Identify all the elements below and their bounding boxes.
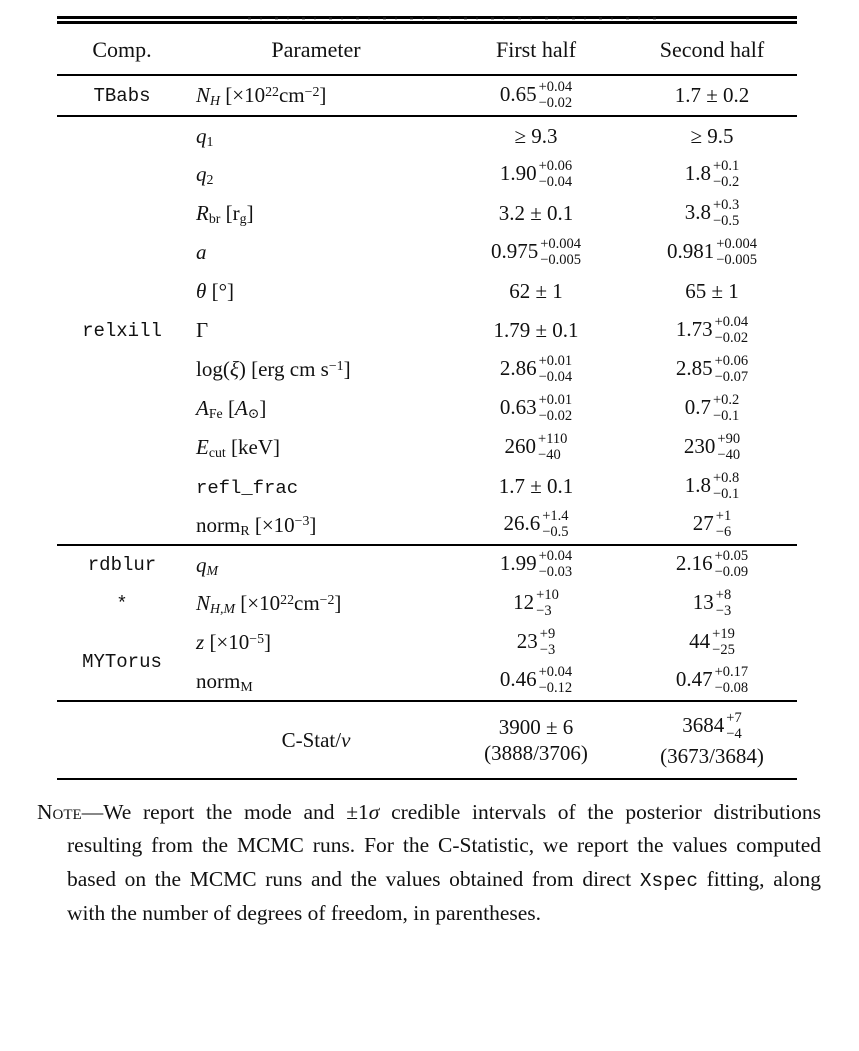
table-row-q1 bbox=[57, 116, 797, 155]
value-line bbox=[445, 237, 627, 269]
text-segment: 65 ± 1 bbox=[685, 279, 739, 304]
text-segment: 0.975 bbox=[490, 238, 539, 263]
text-segment: 2.86 bbox=[499, 355, 537, 380]
value-line bbox=[445, 393, 627, 425]
param-cell-reflfrac bbox=[187, 467, 445, 506]
comp-cell-cstat bbox=[57, 701, 187, 779]
text-segment: 3.2 ± 0.1 bbox=[498, 201, 574, 226]
comp-cell-q1: relxill bbox=[82, 319, 162, 342]
text-segment: 0.7 bbox=[684, 394, 711, 419]
text-segment: [r bbox=[220, 201, 240, 225]
comp-cell-redshift: MYTorus bbox=[82, 650, 162, 673]
upper-error: +8 bbox=[715, 586, 732, 603]
error-bounds bbox=[715, 549, 749, 581]
value-cell-first-q1 bbox=[445, 116, 627, 155]
text-segment: credible intervals of the posterior distributions resulting from the MCMC runs. For the C-Statistic, we report the values computed based on the MCMC runs and the values obtained from direct bbox=[67, 800, 821, 891]
text-segment: [keV] bbox=[225, 435, 280, 459]
text-segment: 0.981 bbox=[666, 238, 715, 263]
upper-error: +0.8 bbox=[712, 469, 740, 486]
lower-error: −0.1 bbox=[712, 485, 740, 502]
error-bounds bbox=[715, 315, 749, 347]
lower-error: −0.09 bbox=[714, 564, 749, 580]
text-segment: cm bbox=[294, 591, 320, 615]
param-cell-cstat bbox=[187, 701, 445, 779]
table-section-2 bbox=[57, 545, 797, 701]
text-segment: 2.16 bbox=[675, 550, 713, 575]
text-segment: 44 bbox=[689, 628, 711, 653]
value-line bbox=[627, 237, 797, 269]
text-segment: 1.8 bbox=[684, 472, 711, 497]
text-segment: q bbox=[196, 552, 207, 577]
param-cell-q2 bbox=[187, 155, 445, 194]
text-segment: log( bbox=[196, 357, 230, 381]
text-segment: 62 ± 1 bbox=[509, 279, 563, 304]
lower-error: −0.005 bbox=[540, 251, 582, 268]
text-segment: norm bbox=[196, 512, 241, 537]
upper-error: +0.05 bbox=[714, 548, 749, 565]
text-segment: 230 bbox=[683, 433, 716, 458]
table-row-nh bbox=[57, 75, 797, 116]
error-bounds bbox=[713, 159, 739, 191]
text-segment: br bbox=[208, 211, 221, 227]
error-bounds bbox=[540, 237, 581, 269]
lower-error: −40 bbox=[717, 446, 741, 463]
upper-error: +0.04 bbox=[714, 313, 749, 330]
param-cell-logxi bbox=[187, 350, 445, 389]
error-bounds bbox=[713, 198, 739, 230]
text-segment: refl_frac bbox=[196, 477, 299, 499]
upper-error: +0.06 bbox=[714, 352, 749, 369]
table-section-1 bbox=[57, 116, 797, 545]
text-segment: ] bbox=[343, 357, 351, 381]
upper-error: +1 bbox=[715, 508, 732, 525]
text-segment: ξ bbox=[229, 357, 239, 381]
lower-error: −0.5 bbox=[542, 524, 569, 540]
error-bounds bbox=[538, 432, 567, 464]
lower-error: −0.02 bbox=[538, 407, 573, 424]
upper-error: +0.3 bbox=[712, 196, 740, 213]
text-segment: 2 bbox=[206, 172, 214, 188]
value-cell-second-afe bbox=[627, 389, 797, 428]
value-cell-second-spin bbox=[627, 233, 797, 272]
value-line bbox=[445, 200, 627, 226]
value-cell-second-normm bbox=[627, 662, 797, 701]
table-note bbox=[37, 796, 821, 930]
text-segment: (3673/3684) bbox=[660, 743, 764, 768]
text-segment: −2 bbox=[304, 83, 320, 99]
value-line bbox=[445, 627, 627, 659]
text-segment: N bbox=[196, 591, 211, 615]
lower-error: −40 bbox=[538, 446, 561, 463]
comp-cell-qm: rdblur bbox=[87, 554, 157, 576]
text-segment: ≥ 9.5 bbox=[690, 123, 734, 148]
text-segment: ] bbox=[309, 512, 317, 537]
param-cell-q1 bbox=[187, 116, 445, 155]
text-segment: [°] bbox=[206, 279, 234, 303]
lower-error: −0.08 bbox=[714, 680, 749, 696]
value-cell-second-cstat bbox=[627, 701, 797, 779]
table-section-3 bbox=[57, 701, 797, 779]
text-segment: 2.85 bbox=[675, 355, 713, 380]
upper-error: +0.17 bbox=[714, 664, 749, 681]
text-segment: [ bbox=[222, 396, 235, 420]
upper-error: +90 bbox=[717, 430, 741, 447]
value-cell-first-q2 bbox=[445, 155, 627, 194]
column-header-second-half: Second half bbox=[659, 37, 765, 62]
lower-error: −0.12 bbox=[538, 680, 573, 696]
value-cell-first-qm bbox=[445, 545, 627, 584]
value-cell-first-gamma bbox=[445, 311, 627, 350]
value-line bbox=[445, 665, 627, 697]
upper-error: +0.2 bbox=[712, 391, 740, 408]
upper-error: +7 bbox=[726, 709, 742, 726]
lower-error: −0.03 bbox=[538, 564, 573, 580]
upper-error: +1.4 bbox=[542, 508, 569, 525]
value-cell-first-normr bbox=[445, 506, 627, 545]
value-line bbox=[627, 627, 797, 659]
table-row-cstat bbox=[57, 701, 797, 779]
text-segment: 0.65 bbox=[499, 81, 537, 106]
value-line bbox=[445, 354, 627, 386]
value-cell-first-logxi bbox=[445, 350, 627, 389]
lower-error: −4 bbox=[726, 725, 742, 742]
text-segment: [×10 bbox=[220, 83, 266, 107]
text-segment: 22 bbox=[280, 591, 294, 607]
value-cell-first-theta bbox=[445, 272, 627, 311]
value-line bbox=[445, 317, 627, 343]
text-segment: cut bbox=[208, 445, 226, 461]
value-cell-second-q2 bbox=[627, 155, 797, 194]
value-cell-first-reflfrac bbox=[445, 467, 627, 506]
param-cell-nh bbox=[187, 75, 445, 116]
text-segment: H bbox=[210, 93, 221, 109]
value-line bbox=[445, 740, 627, 766]
table-row-qm bbox=[57, 545, 797, 584]
text-segment: 1 bbox=[206, 133, 214, 149]
upper-error: +0.04 bbox=[538, 548, 573, 565]
lower-error: −0.1 bbox=[712, 407, 740, 424]
text-segment: 0.63 bbox=[499, 394, 537, 419]
lower-error: −3 bbox=[536, 602, 552, 619]
param-cell-rbr bbox=[187, 194, 445, 233]
upper-error: +0.004 bbox=[540, 235, 582, 252]
value-line bbox=[445, 588, 627, 620]
text-segment: ] bbox=[319, 83, 327, 107]
upper-error: +10 bbox=[536, 586, 559, 603]
text-segment: fitting, along with the number of degrees of freedom, in parentheses. bbox=[67, 866, 821, 925]
value-line bbox=[627, 315, 797, 347]
text-segment: ν bbox=[341, 727, 351, 752]
value-line bbox=[445, 123, 627, 149]
text-segment: a bbox=[196, 240, 207, 264]
text-segment: R bbox=[240, 522, 250, 538]
text-segment: ⊙ bbox=[247, 406, 260, 422]
text-segment: Note bbox=[37, 800, 82, 824]
upper-error: +9 bbox=[539, 625, 556, 642]
error-bounds bbox=[539, 80, 573, 112]
param-cell-normr bbox=[187, 506, 445, 545]
text-segment: A bbox=[196, 396, 209, 420]
value-cell-first-spin bbox=[445, 233, 627, 272]
error-bounds bbox=[717, 432, 740, 464]
text-segment: 0.47 bbox=[675, 666, 713, 691]
value-line bbox=[445, 509, 627, 541]
value-line bbox=[627, 711, 797, 743]
text-segment: 1.90 bbox=[499, 160, 537, 185]
upper-error: +0.01 bbox=[538, 352, 573, 369]
text-segment: 3900 ± 6 bbox=[498, 714, 574, 739]
value-cell-first-nhm bbox=[445, 584, 627, 623]
page bbox=[0, 16, 859, 1051]
text-segment: 23 bbox=[516, 628, 538, 653]
param-cell-spin bbox=[187, 233, 445, 272]
lower-error: −0.02 bbox=[714, 329, 749, 346]
text-segment: [×10 bbox=[249, 512, 295, 537]
upper-error: +0.04 bbox=[538, 664, 573, 681]
text-segment: 260 bbox=[504, 433, 537, 458]
column-header-parameter: Parameter bbox=[271, 37, 361, 62]
param-cell-ecut bbox=[187, 428, 445, 467]
text-segment: q bbox=[196, 162, 207, 186]
value-cell-second-theta bbox=[627, 272, 797, 311]
upper-error: +0.04 bbox=[538, 78, 573, 95]
header-row bbox=[57, 20, 797, 75]
lower-error: −3 bbox=[539, 641, 556, 658]
param-cell-qm bbox=[187, 545, 445, 584]
text-segment: q bbox=[196, 123, 207, 148]
lower-error: −0.02 bbox=[538, 94, 573, 111]
column-header-first-half: First half bbox=[495, 37, 577, 62]
value-cell-first-redshift bbox=[445, 623, 627, 662]
value-cell-second-redshift bbox=[627, 623, 797, 662]
text-segment: ] bbox=[334, 591, 342, 615]
text-segment: R bbox=[196, 201, 209, 225]
text-segment: —We report the mode and ±1 bbox=[81, 800, 369, 824]
text-segment: (3888/3706) bbox=[484, 741, 588, 765]
value-cell-second-nh bbox=[627, 75, 797, 116]
value-line bbox=[445, 549, 627, 581]
comp-cell-nhm: * bbox=[116, 592, 128, 615]
value-cell-first-normm bbox=[445, 662, 627, 701]
text-segment: A bbox=[234, 396, 248, 420]
text-segment: norm bbox=[196, 668, 241, 693]
value-cell-second-rbr bbox=[627, 194, 797, 233]
value-line bbox=[627, 471, 797, 503]
text-segment: N bbox=[196, 83, 211, 107]
text-segment: 27 bbox=[692, 510, 714, 535]
value-line bbox=[627, 665, 797, 697]
text-segment: 3.8 bbox=[684, 199, 711, 224]
text-segment: [×10 bbox=[204, 630, 250, 654]
error-bounds bbox=[539, 393, 573, 425]
text-segment: 26.6 bbox=[503, 510, 541, 535]
value-line bbox=[445, 80, 627, 112]
text-segment: Xspec bbox=[639, 869, 698, 892]
value-cell-first-rbr bbox=[445, 194, 627, 233]
value-line bbox=[445, 473, 627, 499]
text-segment: 1.99 bbox=[499, 550, 537, 575]
error-bounds bbox=[712, 627, 735, 659]
text-segment: 1.79 ± 0.1 bbox=[493, 318, 579, 343]
lower-error: −0.07 bbox=[714, 368, 749, 385]
param-cell-normm bbox=[187, 662, 445, 701]
value-cell-second-nhm bbox=[627, 584, 797, 623]
error-bounds bbox=[539, 665, 573, 697]
table-row-redshift bbox=[57, 623, 797, 662]
error-bounds bbox=[716, 588, 731, 620]
lower-error: −0.005 bbox=[716, 251, 758, 268]
error-bounds bbox=[540, 627, 555, 659]
value-line bbox=[627, 588, 797, 620]
value-cell-first-cstat bbox=[445, 701, 627, 779]
text-segment: [×10 bbox=[235, 591, 281, 615]
upper-error: +0.004 bbox=[716, 235, 758, 252]
value-line bbox=[627, 354, 797, 386]
text-segment: −1 bbox=[328, 357, 344, 373]
error-bounds bbox=[539, 354, 573, 386]
text-segment: 0.46 bbox=[499, 666, 537, 691]
upper-error: +19 bbox=[712, 625, 735, 642]
value-line bbox=[627, 549, 797, 581]
param-cell-redshift bbox=[187, 623, 445, 662]
upper-error: +110 bbox=[538, 430, 568, 447]
error-bounds bbox=[715, 354, 749, 386]
value-line bbox=[627, 509, 797, 541]
text-segment: cm bbox=[278, 83, 305, 107]
value-line bbox=[445, 278, 627, 304]
text-segment: E bbox=[196, 435, 209, 459]
error-bounds bbox=[715, 665, 749, 697]
value-cell-second-q1 bbox=[627, 116, 797, 155]
text-segment: 1.8 bbox=[684, 160, 711, 185]
error-bounds bbox=[713, 471, 739, 503]
value-cell-first-ecut bbox=[445, 428, 627, 467]
value-line bbox=[627, 432, 797, 464]
value-line bbox=[627, 198, 797, 230]
table-section-0 bbox=[57, 75, 797, 116]
error-bounds bbox=[716, 509, 731, 541]
text-segment: −2 bbox=[319, 591, 335, 607]
value-cell-second-gamma bbox=[627, 311, 797, 350]
error-bounds bbox=[713, 393, 739, 425]
value-cell-first-afe bbox=[445, 389, 627, 428]
text-segment: C-Stat/ bbox=[281, 727, 342, 752]
text-segment: ] bbox=[259, 396, 267, 420]
upper-error: +0.1 bbox=[712, 157, 740, 174]
text-segment: ≥ 9.3 bbox=[514, 123, 558, 148]
text-segment: ] bbox=[264, 630, 272, 654]
lower-error: −0.2 bbox=[712, 173, 740, 190]
column-header-comp: Comp. bbox=[92, 37, 152, 62]
text-segment: θ bbox=[196, 279, 207, 303]
error-bounds bbox=[539, 159, 573, 191]
param-cell-theta bbox=[187, 272, 445, 311]
param-cell-gamma bbox=[187, 311, 445, 350]
lower-error: −0.04 bbox=[538, 368, 573, 385]
text-segment: −3 bbox=[294, 513, 310, 529]
upper-error: +0.01 bbox=[538, 391, 573, 408]
text-segment: g bbox=[239, 211, 247, 227]
text-segment: −5 bbox=[249, 630, 265, 646]
value-line bbox=[445, 714, 627, 740]
text-segment: σ bbox=[368, 800, 380, 824]
value-cell-second-reflfrac bbox=[627, 467, 797, 506]
value-cell-second-qm bbox=[627, 545, 797, 584]
upper-error: +0.06 bbox=[538, 157, 573, 174]
text-segment: 1.7 ± 0.2 bbox=[674, 83, 750, 108]
value-line bbox=[627, 159, 797, 191]
error-bounds bbox=[536, 588, 559, 620]
lower-error: −25 bbox=[712, 641, 735, 658]
value-line bbox=[627, 743, 797, 769]
error-bounds bbox=[539, 549, 573, 581]
lower-error: −6 bbox=[715, 524, 732, 540]
text-segment: Γ bbox=[196, 318, 209, 342]
lower-error: −3 bbox=[715, 602, 732, 619]
value-cell-second-logxi bbox=[627, 350, 797, 389]
value-cell-first-nh bbox=[445, 75, 627, 116]
value-cell-second-ecut bbox=[627, 428, 797, 467]
value-line bbox=[627, 123, 797, 149]
text-segment: 12 bbox=[513, 589, 535, 614]
error-bounds bbox=[542, 509, 568, 541]
table-row-nhm bbox=[57, 584, 797, 623]
value-line bbox=[445, 159, 627, 191]
text-segment: 3684 bbox=[682, 712, 725, 737]
lower-error: −0.5 bbox=[712, 212, 740, 229]
text-segment: ] bbox=[246, 201, 254, 225]
error-bounds bbox=[716, 237, 757, 269]
text-segment: Fe bbox=[208, 406, 223, 422]
clipped-caption-fragment bbox=[248, 16, 660, 22]
value-line bbox=[627, 82, 797, 108]
text-segment: 13 bbox=[692, 589, 714, 614]
error-bounds bbox=[726, 711, 741, 743]
text-segment: M bbox=[206, 562, 219, 578]
text-segment: 1.73 bbox=[675, 316, 713, 341]
value-line bbox=[445, 432, 627, 464]
text-segment: M bbox=[240, 678, 253, 694]
param-cell-nhm bbox=[187, 584, 445, 623]
comp-cell-nh: TBabs bbox=[93, 84, 151, 107]
parameters-table bbox=[57, 16, 797, 780]
text-segment: 1.7 ± 0.1 bbox=[498, 474, 574, 499]
text-segment: H,M bbox=[210, 601, 236, 617]
value-line bbox=[627, 393, 797, 425]
lower-error: −0.04 bbox=[538, 173, 573, 190]
table-header bbox=[57, 20, 797, 75]
text-segment: 22 bbox=[265, 83, 279, 99]
text-segment: z bbox=[196, 630, 205, 654]
param-cell-afe bbox=[187, 389, 445, 428]
text-segment: ) [erg cm s bbox=[238, 357, 329, 381]
value-cell-second-normr bbox=[627, 506, 797, 545]
value-line bbox=[627, 278, 797, 304]
